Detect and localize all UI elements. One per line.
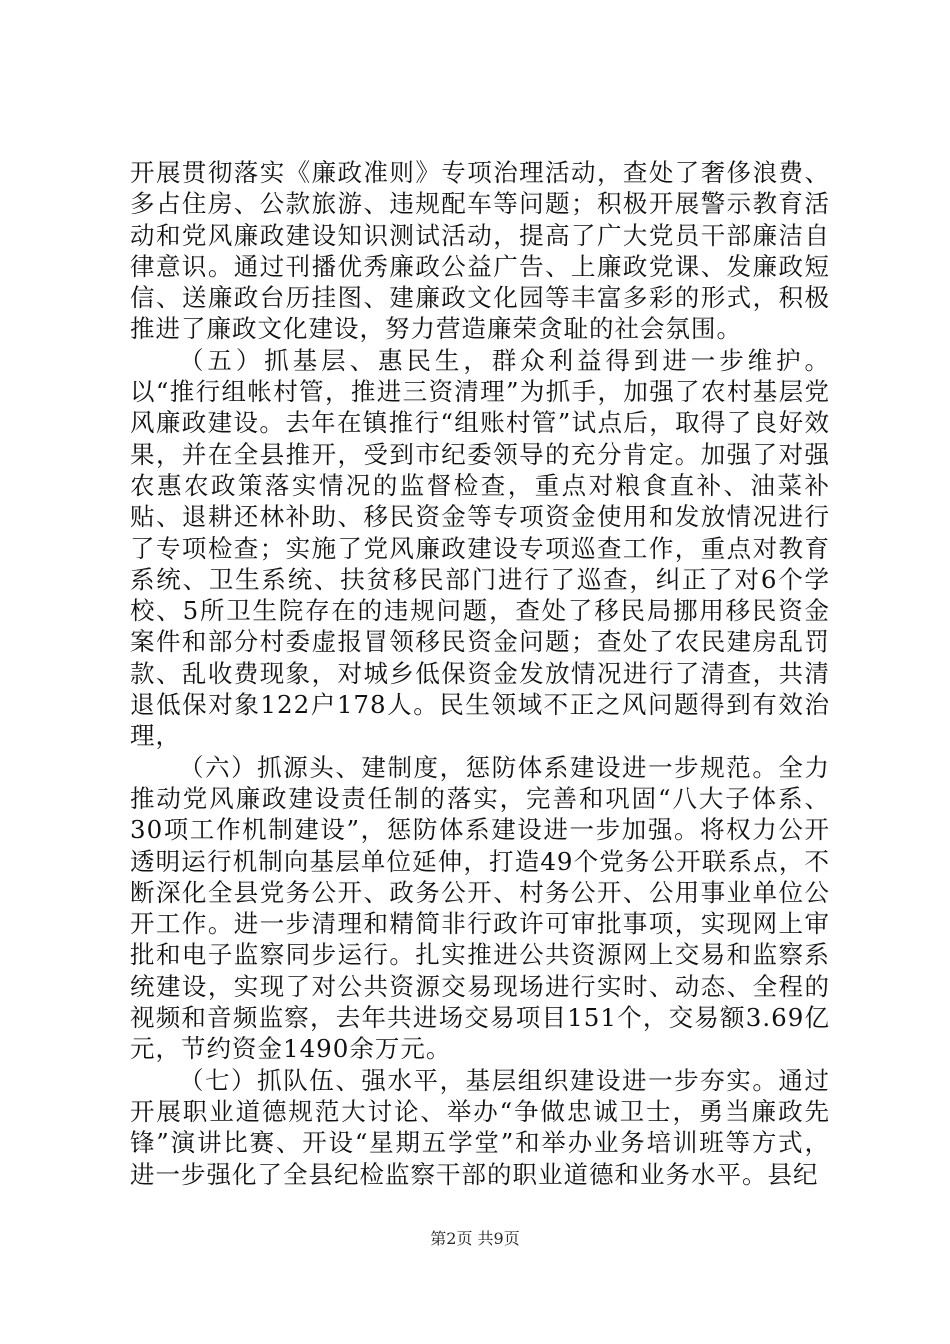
paragraph-4: （七）抓队伍、强水平，基层组织建设进一步夯实。通过开展职业道德规范大讨论、举办“争做忠诚卫士，勇当廉政先锋”演讲比赛、开设“星期五学堂”和举办业务培训班等方式，进一步强化了全县纪检监察干部的职业道德和业务水平。县纪	[130, 1065, 830, 1189]
page-footer: 第2页 共9页	[430, 1229, 520, 1248]
paragraph-2: （五）抓基层、惠民生，群众利益得到进一步维护。以“推行组帐村管，推进三资清理”为抓手，加强了农村基层党风廉政建设。去年在镇推行“组账村管”试点后，取得了良好效果，并在全县推开，受到市纪委领导的充分肯定。加强了对强农惠农政策落实情况的监督检查，重点对粮食直补、油菜补贴、退耕还林补助、移民资金等专项资金使用和发放情况进行了专项检查；实施了党风廉政建设专项巡查工作，重点对教育系统、卫生系统、扶贫移民部门进行了巡查，纠正了对6个学校、5所卫生院存在的违规问题，查处了移民局挪用移民资金案件和部分村委虚报冒领移民资金问题；查处了农民建房乱罚款、乱收费现象，对城乡低保资金发放情况进行了清查，共清退低保对象122户178人。民生领域不正之风问题得到有效治理，	[130, 345, 830, 751]
body-text	[130, 157, 830, 1190]
paragraph-1: 开展贯彻落实《廉政准则》专项治理活动，查处了奢侈浪费、多占住房、公款旅游、违规配车等问题；积极开展警示教育活动和党风廉政建设知识测试活动，提高了广大党员干部廉洁自律意识。通过刊播优秀廉政公益广告、上廉政党课、发廉政短信、送廉政台历挂图、建廉政文化园等丰富多彩的形式，积极推进了廉政文化建设，努力营造廉荣贪耻的社会氛围。	[130, 158, 830, 344]
paragraph-3: （六）抓源头、建制度，惩防体系建设进一步规范。全力推动党风廉政建设责任制的落实，完善和巩固“八大子体系、30项工作机制建设”，惩防体系建设进一步加强。将权力公开透明运行机制向基层单位延伸，打造49个党务公开联系点，不断深化全县党务公开、政务公开、村务公开、公用事业单位公开工作。进一步清理和精简非行政许可审批事项，实现网上审批和电子监察同步运行。扎实推进公共资源网上交易和监察系统建设，实现了对公共资源交易现场进行实时、动态、全程的视频和音频监察，去年共进场交易项目151个，交易额3.69亿元，节约资金1490余万元。	[130, 752, 830, 1064]
